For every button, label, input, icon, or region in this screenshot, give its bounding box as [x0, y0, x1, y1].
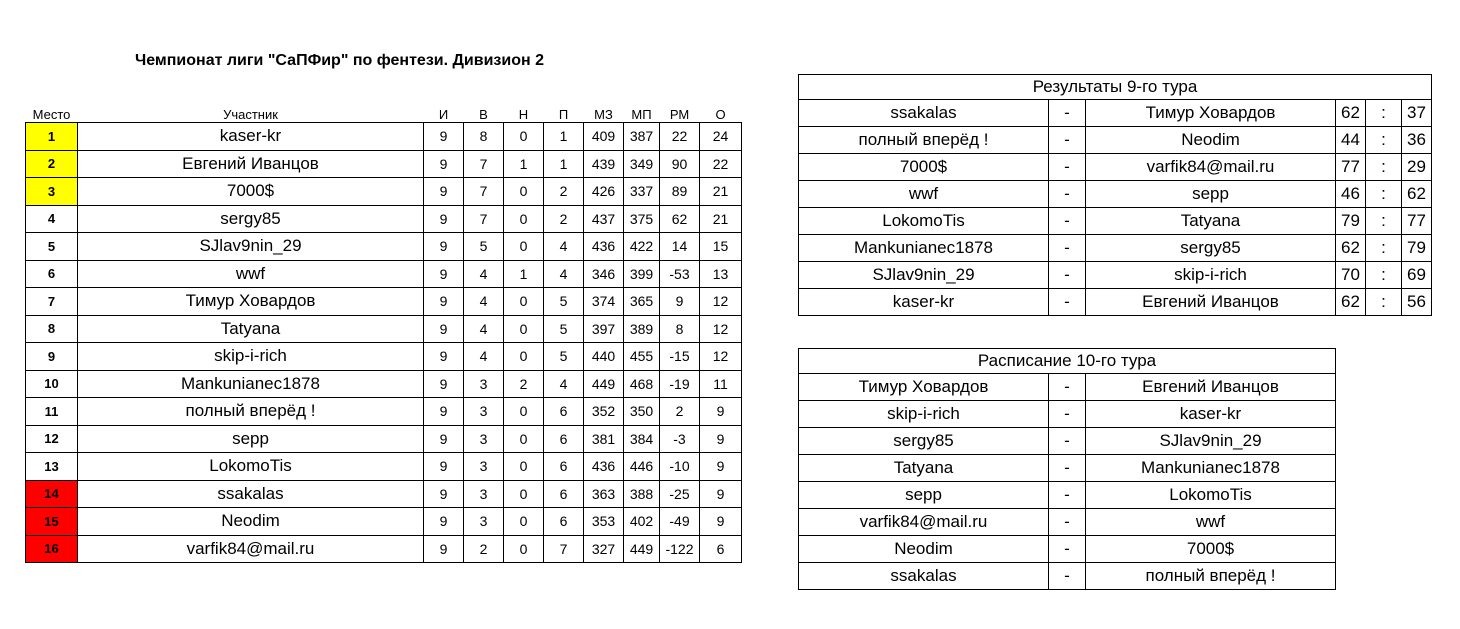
- versus-dash: -: [1049, 208, 1086, 235]
- participant-name: Neodim: [78, 508, 424, 536]
- draws: 1: [504, 150, 544, 178]
- points-difference: -25: [660, 480, 700, 508]
- points-total: 12: [700, 315, 742, 343]
- schedule-row: [799, 482, 1336, 509]
- standings-row: [26, 508, 742, 536]
- versus-dash: -: [1049, 262, 1086, 289]
- games-played: 9: [424, 480, 464, 508]
- participant-name: полный вперёд !: [78, 398, 424, 426]
- home-score: 44: [1336, 127, 1366, 154]
- wins: 3: [464, 480, 504, 508]
- away-team: wwf: [1086, 509, 1336, 536]
- participant-name: wwf: [78, 260, 424, 288]
- place-cell: 1: [26, 123, 78, 151]
- wins: 3: [464, 370, 504, 398]
- games-played: 9: [424, 288, 464, 316]
- schedule-table: [798, 348, 1336, 590]
- away-team: Neodim: [1086, 127, 1336, 154]
- schedule-row: [799, 428, 1336, 455]
- place-cell: 9: [26, 343, 78, 371]
- place-cell: 5: [26, 233, 78, 261]
- home-score: 79: [1336, 208, 1366, 235]
- games-played: 9: [424, 205, 464, 233]
- versus-dash: -: [1049, 482, 1086, 509]
- standings-table: [25, 102, 742, 563]
- result-row: [799, 154, 1432, 181]
- versus-dash: -: [1049, 235, 1086, 262]
- games-played: 9: [424, 370, 464, 398]
- schedule-caption: Расписание 10-го тура: [799, 349, 1336, 374]
- points-scored: 437: [584, 205, 624, 233]
- participant-name: SJlav9nin_29: [78, 233, 424, 261]
- versus-dash: -: [1049, 536, 1086, 563]
- away-team: Tatyana: [1086, 208, 1336, 235]
- losses: 4: [544, 233, 584, 261]
- column-header: Место: [32, 107, 71, 122]
- points-conceded: 389: [624, 315, 660, 343]
- versus-dash: -: [1049, 401, 1086, 428]
- points-difference: -122: [660, 535, 700, 563]
- draws: 0: [504, 535, 544, 563]
- points-difference: 14: [660, 233, 700, 261]
- away-team: Mankunianec1878: [1086, 455, 1336, 482]
- losses: 1: [544, 123, 584, 151]
- points-total: 9: [700, 508, 742, 536]
- points-difference: -49: [660, 508, 700, 536]
- standings-header-row: [26, 102, 742, 123]
- points-total: 9: [700, 453, 742, 481]
- games-played: 9: [424, 260, 464, 288]
- wins: 3: [464, 398, 504, 426]
- games-played: 9: [424, 453, 464, 481]
- points-conceded: 449: [624, 535, 660, 563]
- points-scored: 381: [584, 425, 624, 453]
- standings-row: [26, 453, 742, 481]
- points-scored: 426: [584, 178, 624, 206]
- participant-name: Mankunianec1878: [78, 370, 424, 398]
- home-team: LokomoTis: [799, 208, 1049, 235]
- column-header: В: [479, 107, 488, 122]
- points-total: 12: [700, 343, 742, 371]
- column-header: И: [438, 107, 449, 122]
- points-scored: 449: [584, 370, 624, 398]
- home-team: varfik84@mail.ru: [799, 509, 1049, 536]
- games-played: 9: [424, 535, 464, 563]
- away-score: 37: [1402, 100, 1432, 127]
- home-team: полный вперёд !: [799, 127, 1049, 154]
- standings-row: [26, 370, 742, 398]
- score-separator: :: [1366, 262, 1402, 289]
- results-caption: Результаты 9-го тура: [799, 75, 1432, 100]
- place-cell: 3: [26, 178, 78, 206]
- away-team: Евгений Иванцов: [1086, 289, 1336, 316]
- away-score: 36: [1402, 127, 1432, 154]
- participant-name: LokomoTis: [78, 453, 424, 481]
- home-team: Тимур Ховардов: [799, 374, 1049, 401]
- away-score: 69: [1402, 262, 1432, 289]
- column-header: О: [715, 107, 726, 122]
- home-team: sepp: [799, 482, 1049, 509]
- points-scored: 363: [584, 480, 624, 508]
- score-separator: :: [1366, 235, 1402, 262]
- result-row: [799, 127, 1432, 154]
- score-separator: :: [1366, 289, 1402, 316]
- points-scored: 346: [584, 260, 624, 288]
- column-header: П: [558, 107, 569, 122]
- place-cell: 4: [26, 205, 78, 233]
- place-cell: 16: [26, 535, 78, 563]
- participant-name: Tatyana: [78, 315, 424, 343]
- home-score: 62: [1336, 289, 1366, 316]
- points-conceded: 349: [624, 150, 660, 178]
- column-header: МП: [631, 107, 652, 122]
- points-conceded: 375: [624, 205, 660, 233]
- versus-dash: -: [1049, 374, 1086, 401]
- participant-name: skip-i-rich: [78, 343, 424, 371]
- points-total: 13: [700, 260, 742, 288]
- home-team: skip-i-rich: [799, 401, 1049, 428]
- result-row: [799, 235, 1432, 262]
- points-conceded: 402: [624, 508, 660, 536]
- standings-row: [26, 150, 742, 178]
- score-separator: :: [1366, 154, 1402, 181]
- points-scored: 439: [584, 150, 624, 178]
- points-total: 15: [700, 233, 742, 261]
- points-total: 22: [700, 150, 742, 178]
- result-row: [799, 100, 1432, 127]
- participant-name: kaser-kr: [78, 123, 424, 151]
- points-difference: 8: [660, 315, 700, 343]
- versus-dash: -: [1049, 181, 1086, 208]
- games-played: 9: [424, 425, 464, 453]
- place-cell: 11: [26, 398, 78, 426]
- draws: 1: [504, 260, 544, 288]
- points-scored: 327: [584, 535, 624, 563]
- place-cell: 12: [26, 425, 78, 453]
- points-difference: 89: [660, 178, 700, 206]
- points-difference: 22: [660, 123, 700, 151]
- home-team: Tatyana: [799, 455, 1049, 482]
- draws: 0: [504, 453, 544, 481]
- wins: 3: [464, 508, 504, 536]
- draws: 0: [504, 315, 544, 343]
- points-total: 9: [700, 425, 742, 453]
- participant-name: Тимур Ховардов: [78, 288, 424, 316]
- points-total: 24: [700, 123, 742, 151]
- games-played: 9: [424, 343, 464, 371]
- draws: 0: [504, 178, 544, 206]
- points-difference: 2: [660, 398, 700, 426]
- points-difference: 9: [660, 288, 700, 316]
- away-team: SJlav9nin_29: [1086, 428, 1336, 455]
- losses: 6: [544, 508, 584, 536]
- versus-dash: -: [1049, 127, 1086, 154]
- standings-row: [26, 315, 742, 343]
- versus-dash: -: [1049, 455, 1086, 482]
- draws: 0: [504, 425, 544, 453]
- points-conceded: 388: [624, 480, 660, 508]
- place-cell: 15: [26, 508, 78, 536]
- losses: 2: [544, 205, 584, 233]
- points-total: 11: [700, 370, 742, 398]
- points-total: 12: [700, 288, 742, 316]
- participant-name: sergy85: [78, 205, 424, 233]
- wins: 7: [464, 150, 504, 178]
- wins: 7: [464, 205, 504, 233]
- points-scored: 440: [584, 343, 624, 371]
- points-conceded: 399: [624, 260, 660, 288]
- away-score: 29: [1402, 154, 1432, 181]
- points-difference: -10: [660, 453, 700, 481]
- standings-row: [26, 480, 742, 508]
- away-team: varfik84@mail.ru: [1086, 154, 1336, 181]
- result-row: [799, 181, 1432, 208]
- points-difference: -19: [660, 370, 700, 398]
- games-played: 9: [424, 508, 464, 536]
- losses: 4: [544, 370, 584, 398]
- losses: 6: [544, 398, 584, 426]
- away-team: kaser-kr: [1086, 401, 1336, 428]
- home-score: 77: [1336, 154, 1366, 181]
- points-difference: -3: [660, 425, 700, 453]
- games-played: 9: [424, 233, 464, 261]
- points-total: 21: [700, 205, 742, 233]
- points-conceded: 337: [624, 178, 660, 206]
- place-cell: 7: [26, 288, 78, 316]
- points-conceded: 446: [624, 453, 660, 481]
- points-difference: -53: [660, 260, 700, 288]
- home-team: Neodim: [799, 536, 1049, 563]
- standings-row: [26, 535, 742, 563]
- column-header: Н: [518, 107, 529, 122]
- versus-dash: -: [1049, 509, 1086, 536]
- versus-dash: -: [1049, 100, 1086, 127]
- wins: 2: [464, 535, 504, 563]
- versus-dash: -: [1049, 289, 1086, 316]
- points-conceded: 468: [624, 370, 660, 398]
- wins: 4: [464, 288, 504, 316]
- wins: 4: [464, 260, 504, 288]
- place-cell: 8: [26, 315, 78, 343]
- losses: 6: [544, 425, 584, 453]
- points-difference: 62: [660, 205, 700, 233]
- versus-dash: -: [1049, 428, 1086, 455]
- schedule-row: [799, 536, 1336, 563]
- home-team: ssakalas: [799, 563, 1049, 590]
- points-scored: 353: [584, 508, 624, 536]
- schedule-row: [799, 374, 1336, 401]
- home-team: ssakalas: [799, 100, 1049, 127]
- wins: 7: [464, 178, 504, 206]
- home-score: 46: [1336, 181, 1366, 208]
- schedule-row: [799, 563, 1336, 590]
- score-separator: :: [1366, 181, 1402, 208]
- draws: 2: [504, 370, 544, 398]
- away-team: skip-i-rich: [1086, 262, 1336, 289]
- away-score: 79: [1402, 235, 1432, 262]
- score-separator: :: [1366, 127, 1402, 154]
- result-row: [799, 289, 1432, 316]
- away-team: полный вперёд !: [1086, 563, 1336, 590]
- points-conceded: 422: [624, 233, 660, 261]
- draws: 0: [504, 343, 544, 371]
- participant-name: sepp: [78, 425, 424, 453]
- points-total: 21: [700, 178, 742, 206]
- standings-row: [26, 425, 742, 453]
- away-team: sergy85: [1086, 235, 1336, 262]
- wins: 8: [464, 123, 504, 151]
- place-cell: 6: [26, 260, 78, 288]
- points-scored: 409: [584, 123, 624, 151]
- games-played: 9: [424, 123, 464, 151]
- wins: 4: [464, 343, 504, 371]
- away-team: Тимур Ховардов: [1086, 100, 1336, 127]
- away-team: 7000$: [1086, 536, 1336, 563]
- losses: 4: [544, 260, 584, 288]
- place-cell: 2: [26, 150, 78, 178]
- games-played: 9: [424, 150, 464, 178]
- standings-row: [26, 288, 742, 316]
- standings-row: [26, 123, 742, 151]
- wins: 5: [464, 233, 504, 261]
- points-conceded: 384: [624, 425, 660, 453]
- points-conceded: 387: [624, 123, 660, 151]
- participant-name: Евгений Иванцов: [78, 150, 424, 178]
- games-played: 9: [424, 178, 464, 206]
- away-score: 77: [1402, 208, 1432, 235]
- losses: 6: [544, 480, 584, 508]
- losses: 5: [544, 343, 584, 371]
- losses: 5: [544, 315, 584, 343]
- points-conceded: 365: [624, 288, 660, 316]
- home-team: kaser-kr: [799, 289, 1049, 316]
- points-difference: -15: [660, 343, 700, 371]
- column-header: МЗ: [594, 107, 613, 122]
- result-row: [799, 208, 1432, 235]
- points-scored: 374: [584, 288, 624, 316]
- away-score: 56: [1402, 289, 1432, 316]
- away-team: LokomoTis: [1086, 482, 1336, 509]
- column-header: РМ: [669, 107, 690, 122]
- home-team: 7000$: [799, 154, 1049, 181]
- page-title: Чемпионат лиги "СаПФир" по фентези. Дивизион 2: [135, 52, 544, 69]
- versus-dash: -: [1049, 154, 1086, 181]
- place-cell: 14: [26, 480, 78, 508]
- losses: 6: [544, 453, 584, 481]
- result-row: [799, 262, 1432, 289]
- wins: 3: [464, 453, 504, 481]
- results-table: [798, 74, 1432, 316]
- games-played: 9: [424, 398, 464, 426]
- losses: 5: [544, 288, 584, 316]
- points-total: 9: [700, 480, 742, 508]
- wins: 3: [464, 425, 504, 453]
- schedule-row: [799, 401, 1336, 428]
- results-caption-row: [799, 75, 1432, 100]
- losses: 7: [544, 535, 584, 563]
- standings-row: [26, 178, 742, 206]
- points-conceded: 350: [624, 398, 660, 426]
- home-score: 70: [1336, 262, 1366, 289]
- draws: 0: [504, 205, 544, 233]
- standings-row: [26, 233, 742, 261]
- home-score: 62: [1336, 100, 1366, 127]
- standings-row: [26, 205, 742, 233]
- participant-name: varfik84@mail.ru: [78, 535, 424, 563]
- schedule-caption-row: [799, 349, 1336, 374]
- points-scored: 397: [584, 315, 624, 343]
- score-separator: :: [1366, 208, 1402, 235]
- wins: 4: [464, 315, 504, 343]
- schedule-row: [799, 509, 1336, 536]
- draws: 0: [504, 233, 544, 261]
- standings-row: [26, 398, 742, 426]
- score-separator: :: [1366, 100, 1402, 127]
- home-team: Mankunianec1878: [799, 235, 1049, 262]
- points-difference: 90: [660, 150, 700, 178]
- versus-dash: -: [1049, 563, 1086, 590]
- draws: 0: [504, 480, 544, 508]
- draws: 0: [504, 123, 544, 151]
- away-score: 62: [1402, 181, 1432, 208]
- away-team: Евгений Иванцов: [1086, 374, 1336, 401]
- home-team: SJlav9nin_29: [799, 262, 1049, 289]
- away-team: sepp: [1086, 181, 1336, 208]
- draws: 0: [504, 508, 544, 536]
- draws: 0: [504, 398, 544, 426]
- place-cell: 10: [26, 370, 78, 398]
- column-header: Участник: [223, 107, 278, 122]
- home-team: sergy85: [799, 428, 1049, 455]
- participant-name: 7000$: [78, 178, 424, 206]
- points-total: 6: [700, 535, 742, 563]
- place-cell: 13: [26, 453, 78, 481]
- draws: 0: [504, 288, 544, 316]
- schedule-row: [799, 455, 1336, 482]
- home-score: 62: [1336, 235, 1366, 262]
- points-conceded: 455: [624, 343, 660, 371]
- games-played: 9: [424, 315, 464, 343]
- losses: 1: [544, 150, 584, 178]
- losses: 2: [544, 178, 584, 206]
- points-scored: 436: [584, 233, 624, 261]
- points-total: 9: [700, 398, 742, 426]
- standings-row: [26, 343, 742, 371]
- home-team: wwf: [799, 181, 1049, 208]
- points-scored: 436: [584, 453, 624, 481]
- participant-name: ssakalas: [78, 480, 424, 508]
- standings-row: [26, 260, 742, 288]
- points-scored: 352: [584, 398, 624, 426]
